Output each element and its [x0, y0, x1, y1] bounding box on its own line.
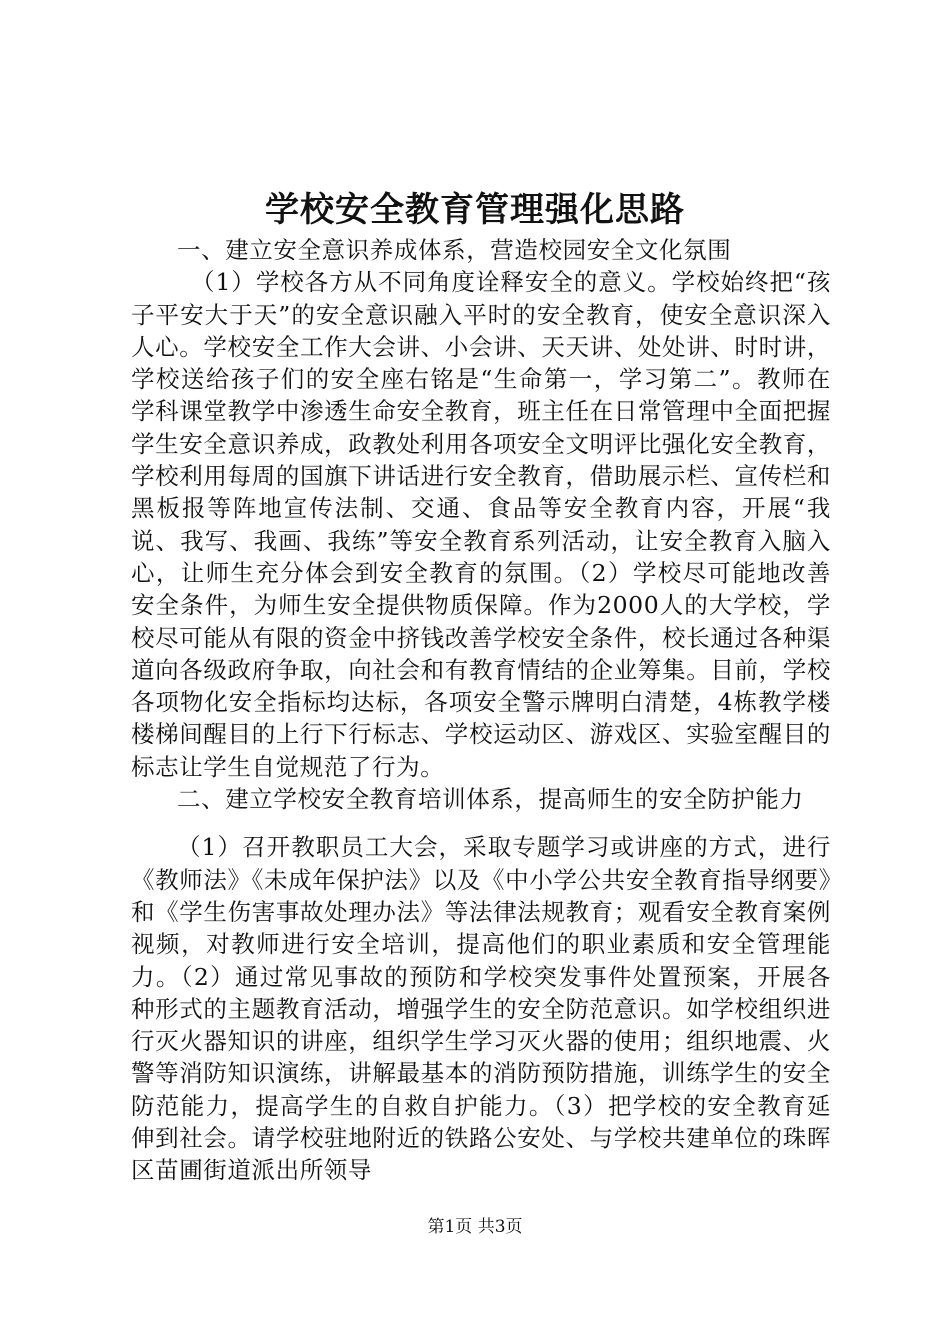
section-1-paragraph: （1）学校各方从不同角度诠释安全的意义。学校始终把“孩子平安大于天”的安全意识融入平时的安全教育，使安全意识深入人心。学校安全工作大会讲、小会讲、天天讲、处处讲、时时讲，学校送给孩子们的安全座右铭是“生命第一，学习第二”。教师在学科课堂教学中渗透生命安全教育，班主任在日常管理中全面把握学生安全意识养成，政教处利用各项安全文明评比强化安全教育，学校利用每周的国旗下讲话进行安全教育，借助展示栏、宣传栏和黑板报等阵地宣传法制、交通、食品等安全教育内容，开展“我说、我写、我画、我练”等安全教育系列活动，让安全教育入脑入心，让师生充分体会到安全教育的氛围。（2）学校尽可能地改善安全条件，为师生安全提供物质保障。作为2000人的大学校，学校尽可能从有限的资金中挤钱改善学校安全条件，校长通过各种渠道向各级政府争取，向社会和有教育情结的企业筹集。目前，学校各项物化安全指标均达标，各项安全警示牌明白清楚，4栋教学楼楼梯间醒目的上行下行标志、学校运动区、游戏区、实验室醒目的标志让学生自觉规范了行为。: [131, 268, 831, 781]
document-body: [131, 234, 831, 1187]
page-number-footer: 第1页 共3页: [427, 1217, 523, 1237]
section-1-heading: 一、建立安全意识养成体系，营造校园安全文化氛围: [177, 236, 732, 264]
document-title: 学校安全教育管理强化思路: [265, 190, 685, 230]
section-2-heading: 二、建立学校安全教育培训体系，提高师生的安全防护能力: [177, 785, 804, 814]
section-2-paragraph: （1）召开教职员工大会，采取专题学习或讲座的方式，进行《教师法》《未成年保护法》以及《中小学公共安全教育指导纲要》和《学生伤害事故处理办法》等法律法规教育；观看安全教育案例视频，对教师进行安全培训，提高他们的职业素质和安全管理能力。（2）通过常见事故的预防和学校突发事件处置预案，开展各种形式的主题教育活动，增强学生的安全防范意识。如学校组织进行灭火器知识的讲座，组织学生学习灭火器的使用；组织地震、火警等消防知识演练，讲解最基本的消防预防措施，训练学生的安全防范能力，提高学生的自救自护能力。（3）把学校的安全教育延伸到社会。请学校驻地附近的铁路公安处、与学校共建单位的珠晖区苗圃街道派出所领导: [131, 833, 831, 1185]
